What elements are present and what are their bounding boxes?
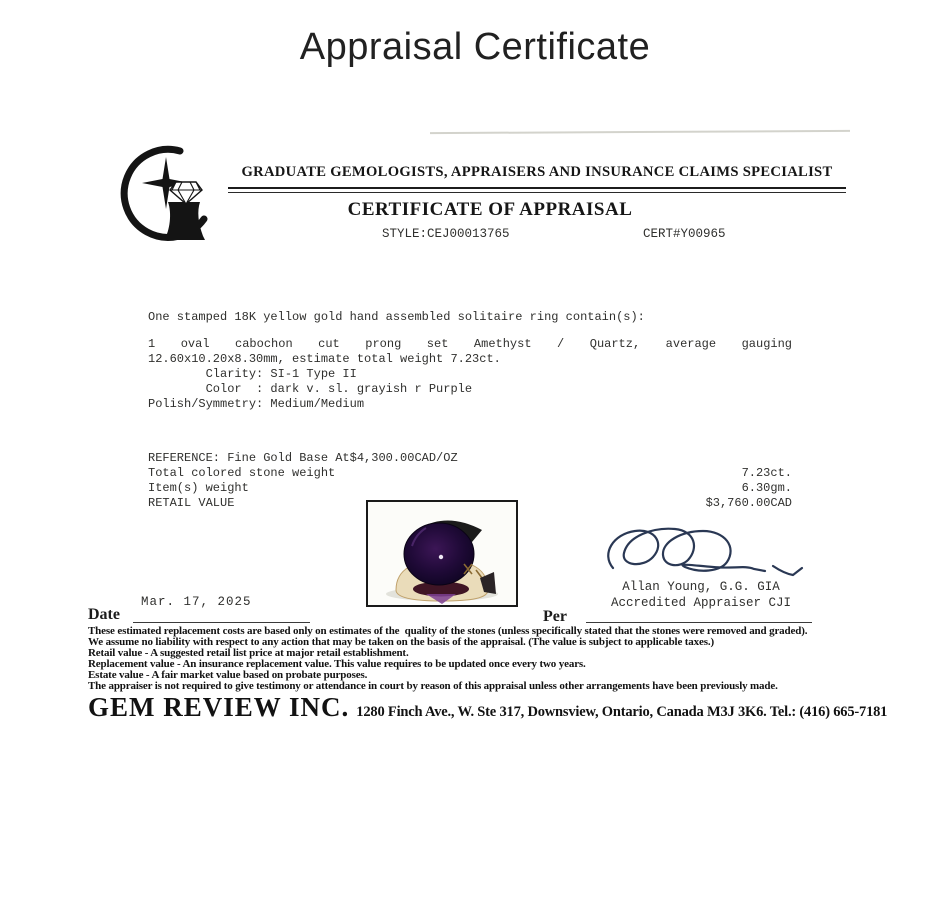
- valuation-value: $3,760.00CAD: [705, 496, 792, 510]
- gemologist-logo-icon: [116, 141, 222, 247]
- scan-paper-edge: [430, 130, 850, 134]
- valuation-label: Item(s) weight: [148, 481, 249, 495]
- color-line: Color : dark v. sl. grayish r Purple: [148, 382, 473, 396]
- valuation-row-item-weight: [148, 481, 792, 496]
- disclaimer-line: We assume no liability with respect to any action that may be taken on the basis of the appraisal. (The value is subject to applicable taxes.): [88, 635, 714, 648]
- header-rule-thin: [228, 192, 846, 193]
- disclaimer-line: Replacement value - An insurance replacement value. This value requires to be updated once every two years.: [88, 657, 586, 670]
- clarity-line: Clarity: SI-1 Type II: [148, 367, 357, 381]
- description-detail-continued: 12.60x10.20x8.30mm, estimate total weight 7.23ct.: [148, 352, 501, 366]
- appraiser-signature: [597, 518, 812, 588]
- per-underline: [586, 622, 812, 623]
- valuation-label: RETAIL VALUE: [148, 496, 235, 510]
- style-number: STYLE:CEJ00013765: [382, 227, 510, 241]
- valuation-row-stone-weight: [148, 466, 792, 481]
- appraiser-credential: Accredited Appraiser CJI: [610, 596, 792, 610]
- company-name: GEM REVIEW INC.: [88, 692, 350, 722]
- pedestal-shape: [164, 202, 205, 240]
- page-title: Appraisal Certificate: [299, 26, 651, 68]
- polish-symmetry-line: Polish/Symmetry: Medium/Medium: [148, 397, 365, 411]
- disclaimer-line: These estimated replacement costs are based only on estimates of the quality of the stones (unless specifically stated that the stones were removed and graded).: [88, 625, 808, 637]
- company-address: 1280 Finch Ave., W. Ste 317, Downsview, Ontario, Canada M3J 3K6. Tel.: (416) 665-7181: [356, 704, 888, 720]
- disclaimer-line: Retail value - A suggested retail list price at major retail establishment.: [88, 646, 409, 659]
- certificate-heading: CERTIFICATE OF APPRAISAL: [347, 199, 633, 220]
- date-value: Mar. 17, 2025: [141, 595, 252, 609]
- disclaimer-line: The appraiser is not required to give testimony or attendance in court by reason of this appraisal unless other arrangements have been previously made.: [88, 679, 778, 692]
- header-rule-thick: [228, 187, 846, 189]
- reference-line: REFERENCE: Fine Gold Base At$4,300.00CAD/OZ: [148, 451, 458, 465]
- valuation-label: Total colored stone weight: [148, 466, 336, 480]
- date-underline: [133, 622, 310, 623]
- footer: [88, 692, 888, 723]
- disclaimer-line: Estate value - A fair market value based on probate purposes.: [88, 668, 368, 681]
- valuation-value: 6.30gm.: [741, 481, 792, 495]
- valuation-value: 7.23ct.: [741, 466, 792, 480]
- description-intro: One stamped 18K yellow gold hand assembled solitaire ring contain(s):: [148, 310, 645, 324]
- cert-number: CERT#Y00965: [643, 227, 726, 241]
- per-label: Per: [543, 608, 567, 625]
- appraiser-name: Allan Young, G.G. GIA: [622, 580, 780, 594]
- date-label: Date: [88, 606, 120, 623]
- ring-photo-image: [368, 502, 516, 605]
- organization-line: GRADUATE GEMOLOGISTS, APPRAISERS AND INSURANCE CLAIMS SPECIALIST: [241, 164, 833, 180]
- diamond-icon: [170, 182, 202, 204]
- disclaimer-block: [88, 626, 878, 691]
- ring-photo: [366, 500, 518, 607]
- description-detail: 1 oval cabochon cut prong set Amethyst / Quartz, average gauging: [148, 337, 792, 351]
